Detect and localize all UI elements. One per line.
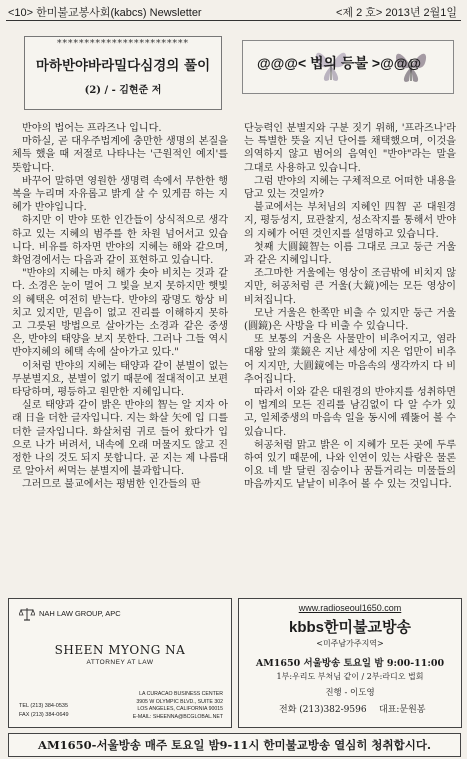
article-right-column (244, 122, 456, 572)
paragraph: 단능력인 분별지와 구분 짓기 위해, '프라즈나'라는 특별한 뜻을 지닌 단어를 채택했으며, 이것을 의역하지 않고 범어의 음역인 "반야"라는 말을 그대로 사용하고 있습니다. (244, 123, 456, 174)
radio-region: <미주남가주지역> (316, 639, 384, 648)
law-tel: TEL (213) 384-0535 (19, 703, 69, 709)
article-subtitle: (2) / - 김현준 저 (84, 85, 162, 96)
article-title-box (24, 36, 222, 110)
law-group-ad (8, 598, 232, 728)
buddhist-radio-ad (238, 598, 462, 728)
radio-website-link[interactable]: www.radioseoul1650.com (298, 603, 402, 613)
paragraph: 첫째 大圓鏡智는 이름 그대로 크고 둥근 거울과 같은 지혜입니다. (244, 241, 456, 267)
attorney-title: ATTORNEY AT LAW (86, 659, 154, 666)
radio-phone: 전화 (213)382-9596 (279, 705, 367, 715)
paragraph: 바꾸어 말하면 영원한 생명력 속에서 무한한 행복을 누리며 자유롭고 밝게 살 수 있게끔 하는 지혜가 반야입니다. (12, 175, 228, 214)
paragraph: "반야의 지혜는 마치 해가 솟아 비치는 것과 같다. 소경은 눈이 멀어 그 빛을 보지 못하지만 햇빛의 혜택은 여전히 받는다. 반야의 광명도 항상 비치고 있지만, 믿음이 없고 진리를 이해하지 못하고 그릇된 방법으로 살아가는 소경과 같은 중생은, 반야의 태양을 보지 못한다. 그러나 그들 역시 반야지혜의 혜택 속에 살아가고 있다." (12, 268, 228, 359)
paragraph: 이처럼 반야의 지혜는 태양과 같이 분별이 없는 무분별지요, 분별이 없기 때문에 절대적이고 보편타당하며, 평등하고 원만한 지혜입니다. (12, 360, 228, 399)
paragraph: 허공처럼 맑고 밝은 이 지혜가 모든 곳에 두루 하여 있기 때문에, 나와 인연이 있는 사람은 물론이요 네 발 달린 짐승이나 꿈틀거리는 미물들의 마음까지도 낱낱이 비추어 볼 수 있는 것입니다. (244, 439, 456, 491)
paragraph: 조그마한 거울에는 영상이 조금밖에 비치지 않지만, 허공처럼 큰 거울(大鏡)에는 모든 영상이 비쳐집니다. (244, 268, 456, 306)
radio-schedule: AM1650 서울방송 토요일 밤 9:00-11:00 (255, 658, 445, 669)
radio-representative: 대표:문원봉 (379, 705, 426, 715)
address-line: LA CURACAO BUSINESS CENTER (139, 691, 223, 697)
article-title: 마하반야바라밀다심경의 풀이 (35, 58, 211, 74)
radio-programs: 1부:우리도 부처님 같이 / 2부:라디오 법회 (276, 672, 424, 681)
attorney-name: SHEEN MYONG NA (54, 643, 186, 657)
paragraph: 모난 거울은 한쪽만 비출 수 있지만 둥근 거울(圓鏡)은 사방을 다 비출 수 있습니다. (244, 307, 456, 333)
banner-title: @@@< 법의 등불 >@@@ (257, 55, 422, 71)
paragraph: 마하실, 곧 대우주법계에 충만한 생명의 본질을 체득 했을 때 저절로 나타나는 '근원적인 예지'를 뜻합니다. (12, 136, 228, 174)
law-fax: FAX (213) 384-0649 (19, 712, 69, 718)
paragraph: 하지만 이 반야 또한 인간들이 상식적으로 생각하고 있는 지혜의 범주를 한 차원 넘어서고 있습니다. 비유를 하자면 반야의 지혜는 해와 같으며, 화엄경에서는 다음과 같이 표현하고 있습니다. (12, 215, 228, 267)
address-line: LOS ANGELES, CALIFORNIA 90015 (137, 706, 223, 712)
paragraph: 실로 태양과 같이 밝은 반야의 智는 알 지자 아래 日을 더한 글자입니다. 지는 화살 矢에 입 口를 더한 글자입니다. 화살처럼 귀로 들어 왔다가 입으로 나가 버려서, 내속에 오래 머물지도 않고 진정한 나의 것도 되지 못합니다. 곧 지는 제 나름대로 알아서 써먹는 분별지에 불과합니다. (12, 400, 228, 478)
paragraph: 따라서 이와 같은 대원경의 반야지를 성취하면 이 법계의 모든 진리를 남김없이 다 알 수가 있고, 일체중생의 마음속 일을 동시에 꿰뚫어 볼 수 있습니다. (244, 387, 456, 438)
dharma-lamp-banner (242, 40, 454, 94)
article-left-column (12, 122, 228, 572)
title-stars: ************************ (57, 39, 189, 49)
paragraph: 반야의 법어는 프라즈나 입니다. (22, 123, 162, 134)
header-divider (6, 20, 461, 21)
scales-of-justice-icon (19, 607, 35, 621)
paragraph: 불교에서는 부처님의 지혜인 四智 곧 대원경지, 평등성지, 묘관찰지, 성소작지를 통해서 반야의 지혜가 어떤 것인지를 설명하고 있습니다. (244, 202, 456, 240)
law-firm-name: NAH LAW GROUP, APC (39, 609, 121, 618)
paragraph: 그럼 반야의 지혜는 구체적으로 어떠한 내용을 담고 있는 것일까? (244, 175, 456, 201)
radio-host: 진행 - 이도영 (325, 688, 375, 698)
newsletter-issue-header: <10> 한미불교봉사회(kabcs) Newsletter (8, 7, 202, 19)
paragraph: 그러므로 불교에서는 평범한 인간들의 판 (22, 479, 201, 491)
newsletter-date-header: <제 2 호> 2013년 2월1일 (335, 7, 457, 19)
law-email: E-MAIL: SHEENNA@BCGLOBAL.NET (132, 713, 223, 720)
paragraph: 또 보통의 거울은 사물만이 비추어지고, 염라대왕 앞의 業鏡은 지난 세상에 지은 업만이 비추어 지지만, 大圓鏡에는 마음속의 생각까지 다 비추어집니다. (244, 334, 456, 385)
law-address (133, 691, 223, 721)
radio-station-name: kbbs한미불교방송 (289, 619, 411, 636)
radio-promo-bar: AM1650-서울방송 매주 토요일 밤9-11시 한미불교방송 열심히 청취합시다. (8, 733, 461, 757)
address-line: 3905 W OLYMPIC BLVD., SUITE 302 (136, 698, 223, 705)
